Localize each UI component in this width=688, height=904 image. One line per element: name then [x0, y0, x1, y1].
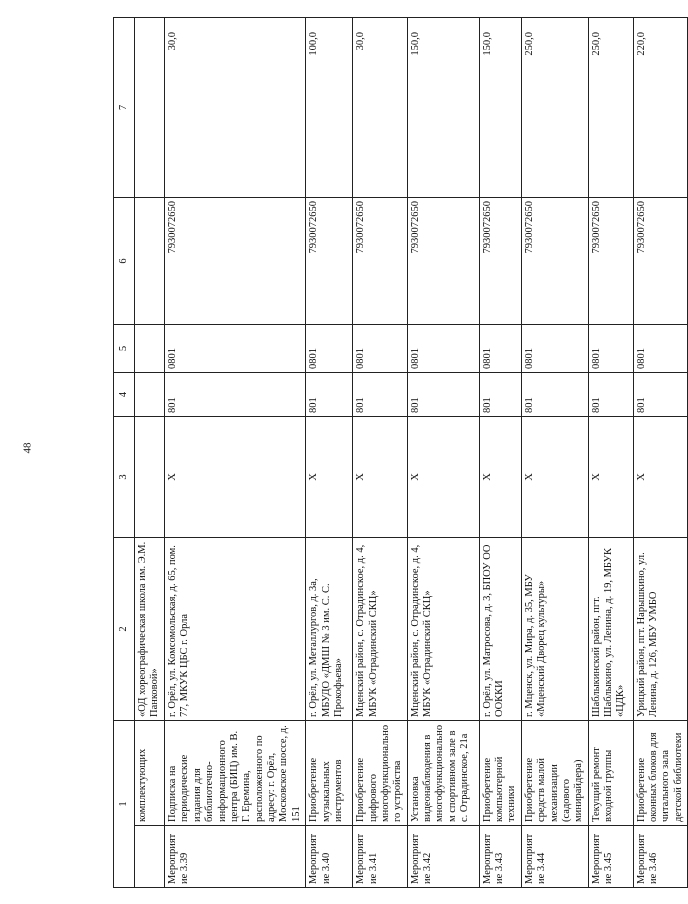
column-3-cell: Х	[165, 417, 306, 538]
amount-cell: 220,0	[633, 18, 688, 198]
table-row	[135, 18, 165, 888]
column-4-cell: 801	[633, 373, 688, 417]
column-4-cell	[135, 373, 165, 417]
column-3-cell: Х	[306, 417, 353, 538]
column-3-cell: Х	[353, 417, 408, 538]
column-3-cell: Х	[633, 417, 688, 538]
location-cell: г. Орёл, ул. Матросова, д. 3, БПОУ ОО ООККИ	[479, 538, 521, 721]
location-cell: Урицкий район, пгт. Нарышкино, ул. Ленина, д. 126, МБУ УМБО	[633, 538, 688, 721]
budget-table	[113, 17, 688, 888]
column-5-cell: 0801	[165, 325, 306, 373]
column-6-cell: 7930072650	[588, 198, 633, 325]
header-cell-5: 5	[114, 325, 135, 373]
header-cell-1: 1	[114, 721, 135, 888]
column-3-cell	[135, 417, 165, 538]
event-description-cell: Приобретение компьютерной техники	[479, 721, 521, 826]
location-cell: Мценский район, с. Отрадинское, д. 4, МБУК «Отрадинский СКЦ»	[407, 538, 479, 721]
column-4-cell: 801	[306, 373, 353, 417]
amount-cell: 30,0	[165, 18, 306, 198]
column-3-cell: Х	[521, 417, 588, 538]
column-6-cell: 7930072650	[521, 198, 588, 325]
column-4-cell: 801	[588, 373, 633, 417]
header-cell-2: 2	[114, 538, 135, 721]
amount-cell: 250,0	[588, 18, 633, 198]
event-description-cell: Установка видеонаблюдения в многофункциональном спортивном зале в с. Отрадинское, 21а	[407, 721, 479, 826]
event-number-cell	[135, 826, 165, 888]
location-cell: г. Орёл, ул. Металлургов, д. 3а, МБУДО «ДМШ № 3 им. С. С. Прокофьева»	[306, 538, 353, 721]
column-5-cell: 0801	[521, 325, 588, 373]
event-number-cell: Мероприятие 3.41	[353, 826, 408, 888]
table-row	[521, 18, 588, 888]
amount-cell: 150,0	[407, 18, 479, 198]
column-5-cell: 0801	[306, 325, 353, 373]
event-number-cell: Мероприятие 3.44	[521, 826, 588, 888]
event-number-cell: Мероприятие 3.43	[479, 826, 521, 888]
column-4-cell: 801	[479, 373, 521, 417]
header-cell-6: 6	[114, 198, 135, 325]
page-number: 48	[21, 442, 34, 454]
rotated-table-container	[113, 18, 684, 888]
column-4-cell: 801	[353, 373, 408, 417]
column-4-cell: 801	[165, 373, 306, 417]
event-description-cell: Приобретение оконных блоков для читального зала детской библиотеки	[633, 721, 688, 826]
event-description-cell: Приобретение средств малой механизации (садового минирайдера)	[521, 721, 588, 826]
header-cell-3: 3	[114, 417, 135, 538]
event-number-cell: Мероприятие 3.45	[588, 826, 633, 888]
amount-cell: 30,0	[353, 18, 408, 198]
table-row	[306, 18, 353, 888]
table-row	[633, 18, 688, 888]
table-row	[353, 18, 408, 888]
table-row	[588, 18, 633, 888]
amount-cell	[135, 18, 165, 198]
table-row	[479, 18, 521, 888]
column-6-cell: 7930072650	[479, 198, 521, 325]
column-4-cell: 801	[407, 373, 479, 417]
location-cell: Шаблыкинский район, пгт. Шаблыкино, ул. Ленина, д. 19, МБУК «ЦДК»	[588, 538, 633, 721]
event-number-cell: Мероприятие 3.46	[633, 826, 688, 888]
header-row	[114, 18, 135, 888]
column-6-cell: 7930072650	[165, 198, 306, 325]
column-6-cell: 7930072650	[407, 198, 479, 325]
column-5-cell: 0801	[353, 325, 408, 373]
event-description-cell: комплектующих	[135, 721, 165, 826]
amount-cell: 150,0	[479, 18, 521, 198]
event-description-cell: Приобретение цифрового многофункционального устройства	[353, 721, 408, 826]
column-5-cell: 0801	[588, 325, 633, 373]
location-cell: г. Мценск, ул. Мира, д. 35, МБУ «Мценский Дворец культуры»	[521, 538, 588, 721]
column-5-cell: 0801	[479, 325, 521, 373]
column-6-cell: 7930072650	[306, 198, 353, 325]
header-cell-7: 7	[114, 18, 135, 198]
header-cell-4: 4	[114, 373, 135, 417]
location-cell: Мценский район, с. Отрадинское, д. 4, МБУК «Отрадинский СКЦ»	[353, 538, 408, 721]
event-description-cell: Подписка на периодические издания для библиотечно-информационного центра (БИЦ) им. В. Г. Еремина, расположенного по адресу: г. Орёл, Московское шоссе, д. 151	[165, 721, 306, 826]
column-3-cell: Х	[407, 417, 479, 538]
column-5-cell: 0801	[633, 325, 688, 373]
event-description-cell: Приобретение музыкальных инструментов	[306, 721, 353, 826]
column-4-cell: 801	[521, 373, 588, 417]
event-number-cell: Мероприятие 3.39	[165, 826, 306, 888]
amount-cell: 250,0	[521, 18, 588, 198]
column-3-cell: Х	[479, 417, 521, 538]
column-6-cell: 7930072650	[353, 198, 408, 325]
amount-cell: 100,0	[306, 18, 353, 198]
event-number-cell: Мероприятие 3.42	[407, 826, 479, 888]
column-3-cell: Х	[588, 417, 633, 538]
event-number-cell: Мероприятие 3.40	[306, 826, 353, 888]
table-row	[165, 18, 306, 888]
table-row	[407, 18, 479, 888]
column-6-cell: 7930072650	[633, 198, 688, 325]
location-cell: г. Орёл, ул. Комсомольская, д. 65, пом. 77, МКУК ЦБС г. Орла	[165, 538, 306, 721]
column-6-cell	[135, 198, 165, 325]
column-5-cell	[135, 325, 165, 373]
column-5-cell: 0801	[407, 325, 479, 373]
location-cell: «ОД хореографическая школа им. Э.М. Панковой»	[135, 538, 165, 721]
event-description-cell: Текущий ремонт входной группы	[588, 721, 633, 826]
